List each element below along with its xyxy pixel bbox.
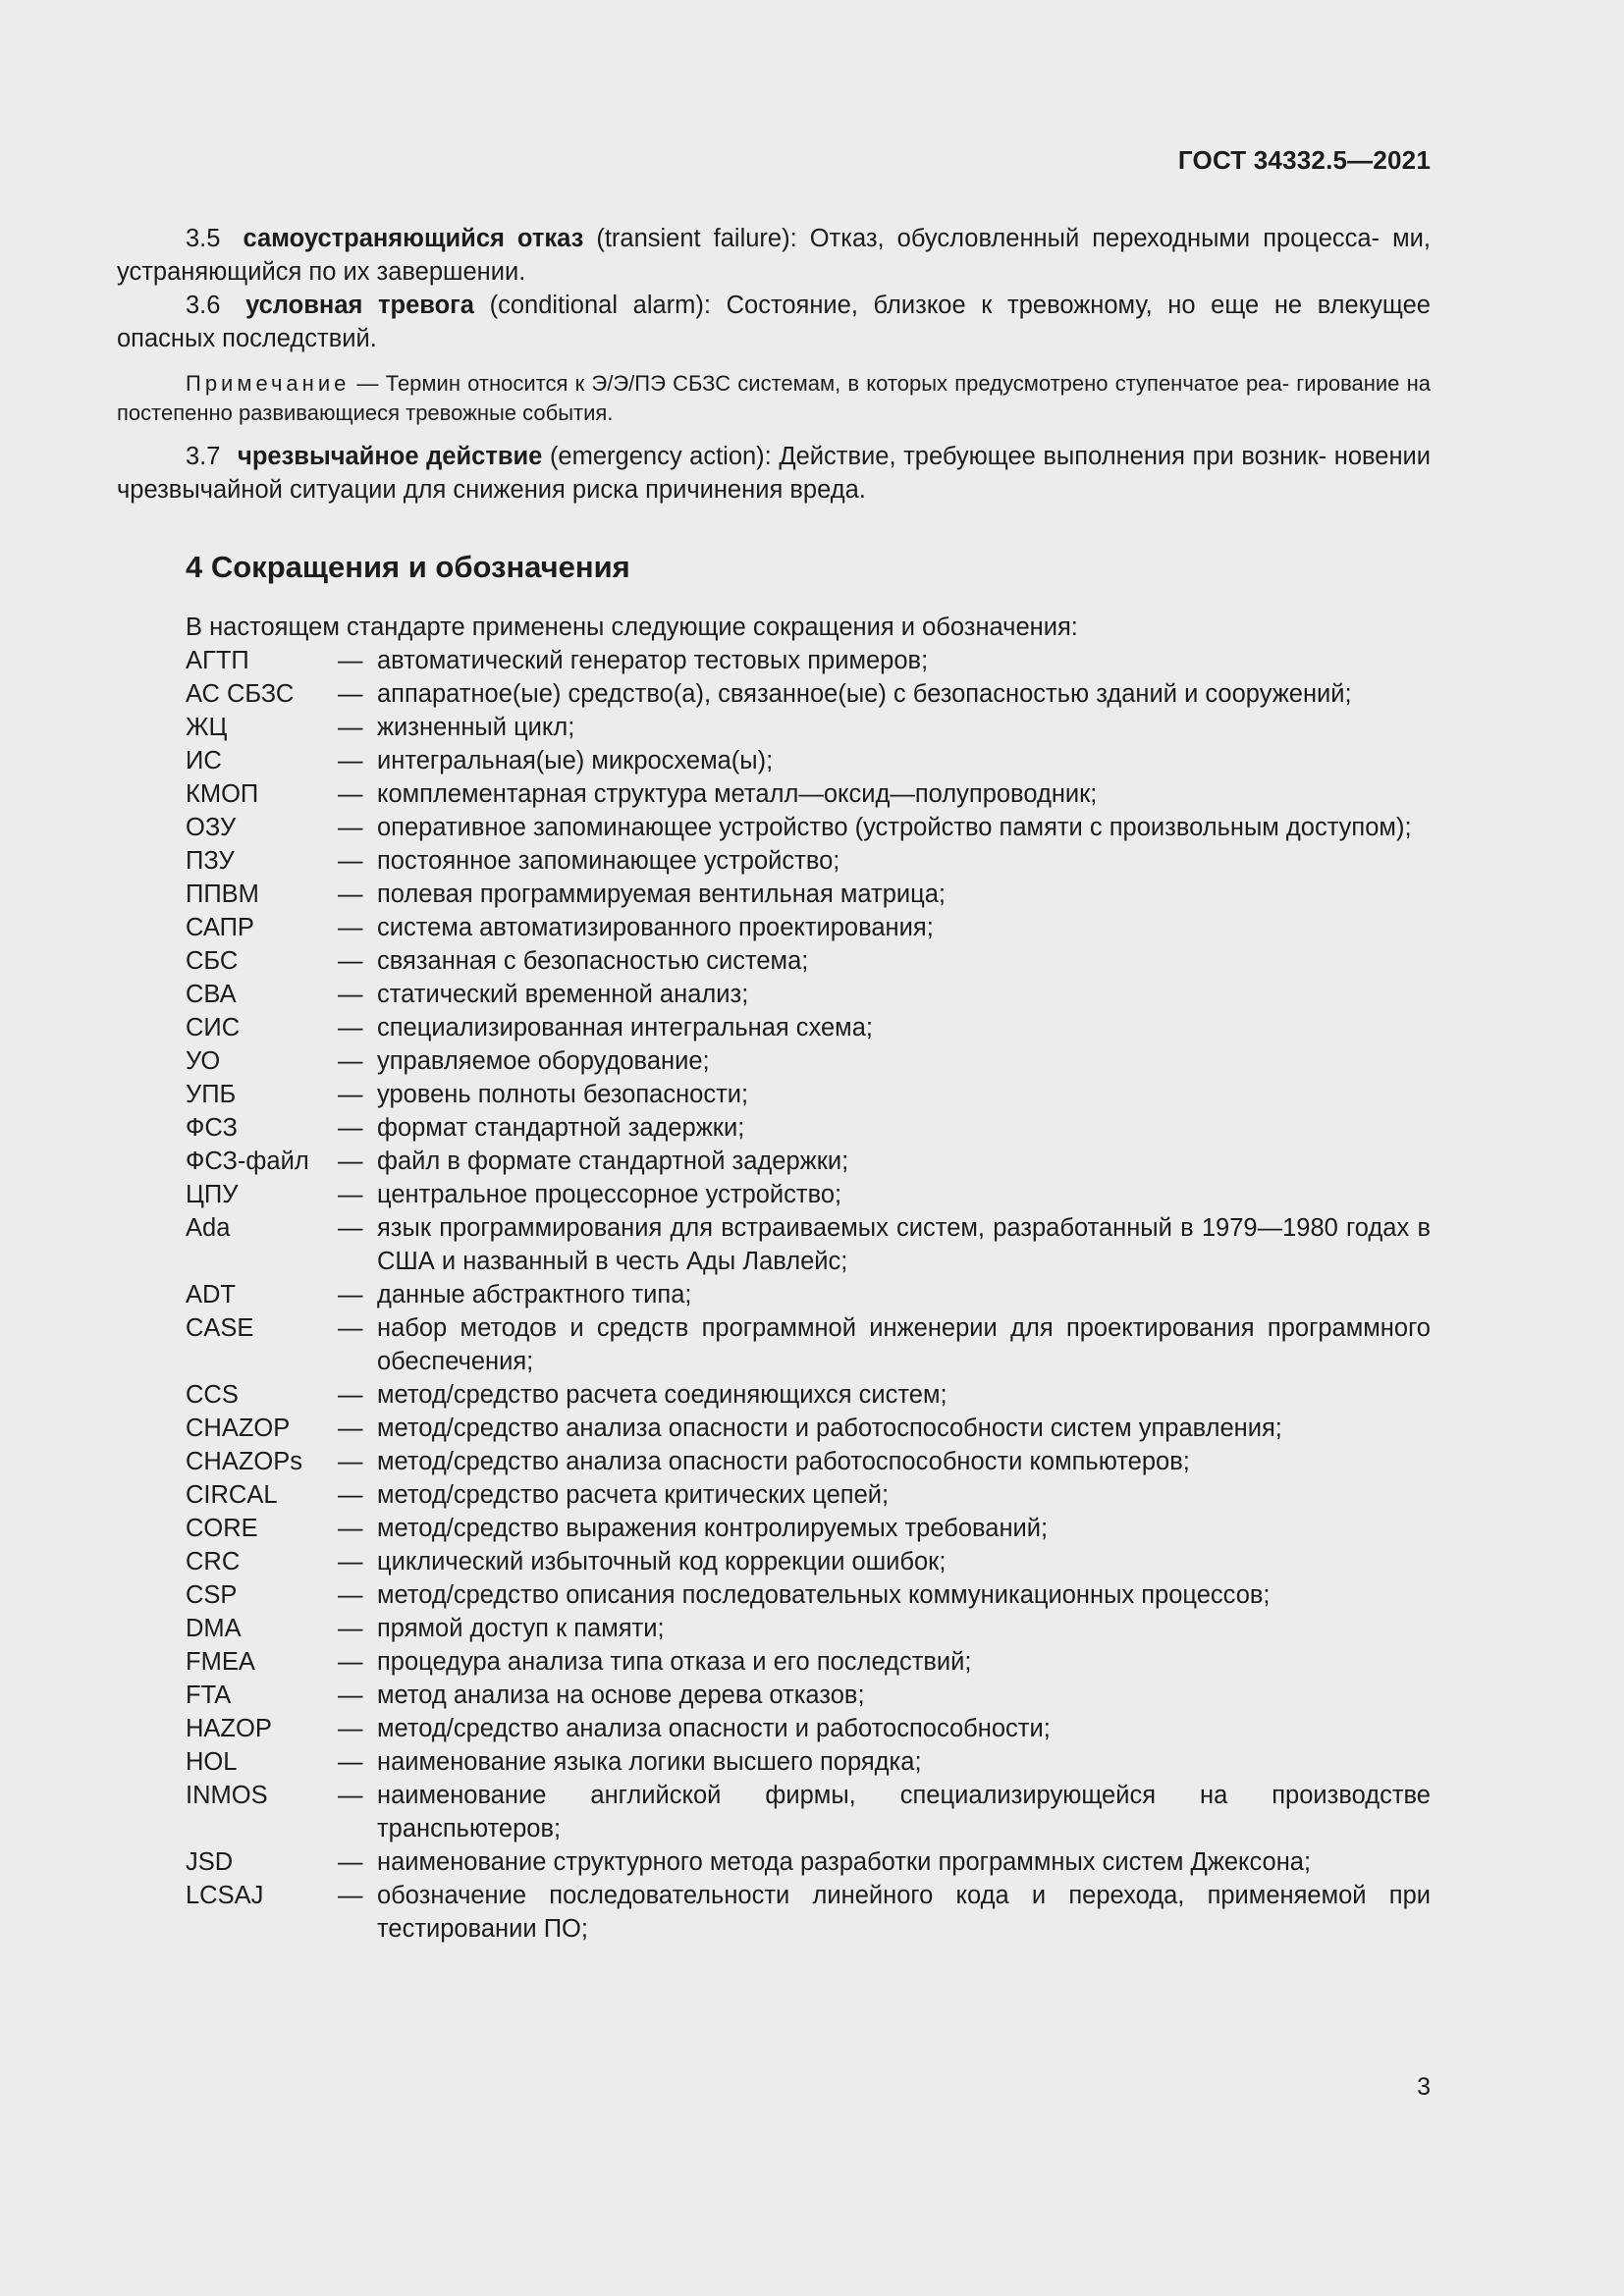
abbreviation-code: FMEA: [186, 1648, 255, 1676]
abbreviation-code: CHAZOP: [186, 1415, 291, 1442]
abbreviation-row: [186, 1745, 1431, 1779]
abbreviation-dash: —: [338, 780, 363, 808]
term-number: 3.5: [186, 225, 221, 252]
note-text: — Термин относится к Э/Э/ПЭ СБЗС системам, в которых предусмотрено ступенчатое реа-: [356, 371, 1290, 396]
abbreviation-definition: автоматический генератор тестовых примеров;: [377, 647, 929, 674]
abbreviation-row: [186, 1412, 1431, 1445]
abbreviation-row: [186, 1512, 1431, 1545]
abbreviation-dash: —: [338, 881, 363, 908]
abbreviation-definition: набор методов и средств программной инженерии для проектирования программного обеспечения;: [377, 1314, 1431, 1375]
abbreviation-dash: —: [338, 1415, 363, 1442]
abbreviation-code: HOL: [186, 1748, 238, 1776]
abbreviation-code: HAZOP: [186, 1715, 272, 1742]
abbreviation-definition: язык программирования для встраиваемых систем, разработанный в 1979—1980 годах в США и названный в честь Ады Лавлейс;: [377, 1214, 1431, 1275]
abbreviation-row: [186, 844, 1431, 878]
abbreviation-code: CHAZOPs: [186, 1448, 303, 1475]
abbreviation-row: [186, 677, 1431, 711]
abbreviation-definition: метод анализа на основе дерева отказов;: [377, 1682, 865, 1709]
abbreviation-code: СВА: [186, 981, 237, 1008]
abbreviation-code: CORE: [186, 1515, 258, 1542]
abbreviation-definition: связанная с безопасностью система;: [377, 947, 809, 975]
abbreviation-definition: постоянное запоминающее устройство;: [377, 847, 840, 875]
abbreviation-code: ЦПУ: [186, 1181, 239, 1208]
abbreviation-dash: —: [338, 1181, 363, 1208]
abbreviation-row: [186, 1578, 1431, 1612]
abbreviation-code: ПЗУ: [186, 847, 235, 875]
abbreviation-dash: —: [338, 1515, 363, 1542]
abbreviation-definition: прямой доступ к памяти;: [377, 1615, 665, 1642]
abbreviation-code: ADT: [186, 1281, 236, 1308]
abbreviation-definition: обозначение последовательности линейного кода и перехода, применяемой при тестировании ПО;: [377, 1882, 1431, 1943]
term-name: условная тревога: [245, 292, 474, 319]
abbreviation-dash: —: [338, 1682, 363, 1709]
abbreviation-row: [186, 1278, 1431, 1311]
abbreviation-row: [186, 1679, 1431, 1712]
term-definition: Отказ, обусловленный переходными процесса-: [809, 225, 1380, 252]
abbreviation-list: [186, 644, 1431, 1946]
abbreviation-dash: —: [338, 847, 363, 875]
abbreviation-code: КМОП: [186, 780, 259, 808]
abbreviation-definition: метод/средство анализа опасности и работоспособности систем управления;: [377, 1415, 1282, 1442]
abbreviation-definition: формат стандартной задержки;: [377, 1114, 745, 1142]
abbreviation-row: [186, 1445, 1431, 1478]
abbreviation-dash: —: [338, 680, 363, 708]
abbreviation-dash: —: [338, 1448, 363, 1475]
abbreviation-row: [186, 1712, 1431, 1745]
abbreviation-definition: интегральная(ые) микросхема(ы);: [377, 747, 774, 774]
abbreviation-dash: —: [338, 1014, 363, 1041]
abbreviation-code: CCS: [186, 1381, 239, 1409]
abbreviation-definition: наименование английской фирмы, специализирующейся на производстве транспьютеров;: [377, 1782, 1431, 1842]
abbreviation-definition: метод/средство расчета соединяющихся систем;: [377, 1381, 947, 1409]
term-3-6: [117, 289, 1431, 355]
abbreviation-dash: —: [338, 981, 363, 1008]
abbreviation-definition: данные абстрактного типа;: [377, 1281, 692, 1308]
abbreviation-definition: жизненный цикл;: [377, 714, 575, 741]
abbreviation-row: [186, 1612, 1431, 1645]
standard-code: ГОСТ 34332.5—2021: [1177, 145, 1431, 175]
abbreviation-code: CRC: [186, 1548, 241, 1575]
abbreviation-code: АГТП: [186, 647, 249, 674]
abbreviation-code: САПР: [186, 914, 254, 941]
abbreviation-dash: —: [338, 947, 363, 975]
abbreviation-dash: —: [338, 1848, 363, 1876]
abbreviation-dash: —: [338, 1047, 363, 1075]
abbreviation-definition: полевая программируемая вентильная матрица;: [377, 881, 947, 908]
abbreviation-definition: метод/средство анализа опасности работоспособности компьютеров;: [377, 1448, 1190, 1475]
abbreviation-code: ОЗУ: [186, 814, 237, 841]
abbreviation-dash: —: [338, 1214, 363, 1242]
abbreviation-dash: —: [338, 1882, 363, 1909]
abbreviation-row: [186, 1779, 1431, 1845]
abbreviation-definition: наименование структурного метода разработки программных систем Джексона;: [377, 1848, 1312, 1876]
abbreviation-dash: —: [338, 1648, 363, 1676]
abbreviation-row: [186, 1078, 1431, 1111]
abbreviation-code: LCSAJ: [186, 1882, 264, 1909]
term-definition-cont: опасных последствий.: [117, 325, 377, 352]
abbreviation-dash: —: [338, 1314, 363, 1342]
abbreviation-code: ИС: [186, 747, 222, 774]
abbreviation-row: [186, 711, 1431, 744]
abbreviation-dash: —: [338, 1148, 363, 1175]
abbreviation-definition: оперативное запоминающее устройство (устройство памяти с произвольным доступом);: [377, 814, 1412, 841]
abbreviation-code: FTA: [186, 1682, 232, 1709]
abbreviation-row: [186, 1845, 1431, 1879]
abbreviation-row: [186, 777, 1431, 811]
term-english: (conditional alarm):: [489, 292, 711, 319]
abbreviation-dash: —: [338, 1481, 363, 1509]
abbreviation-row: [186, 1879, 1431, 1946]
abbreviation-code: СИС: [186, 1014, 241, 1041]
abbreviation-definition: специализированная интегральная схема;: [377, 1014, 873, 1041]
abbreviation-dash: —: [338, 1581, 363, 1609]
abbreviation-row: [186, 1311, 1431, 1378]
abbreviation-code: CASE: [186, 1314, 254, 1342]
abbreviation-dash: —: [338, 814, 363, 841]
abbreviation-definition: метод/средство выражения контролируемых требований;: [377, 1515, 1049, 1542]
term-definition-cont: ми, устраняющийся по их завершении.: [117, 225, 1431, 286]
note: [117, 369, 1431, 428]
abbreviation-code: СБС: [186, 947, 239, 975]
abbreviation-row: [186, 1211, 1431, 1278]
abbreviation-definition: комплементарная структура металл—оксид—полупроводник;: [377, 780, 1098, 808]
abbreviation-dash: —: [338, 1715, 363, 1742]
abbreviation-dash: —: [338, 747, 363, 774]
abbreviation-definition: наименование языка логики высшего порядка;: [377, 1748, 922, 1776]
abbreviation-definition: файл в формате стандартной задержки;: [377, 1148, 849, 1175]
term-definition-cont: новении чрезвычайной ситуации для снижения риска причинения вреда.: [117, 443, 1432, 504]
note-label: Примечание: [186, 371, 351, 396]
abbreviation-definition: метод/средство анализа опасности и работоспособности;: [377, 1715, 1051, 1742]
abbreviation-code: ЖЦ: [186, 714, 228, 741]
abbreviation-code: ППВМ: [186, 881, 259, 908]
page-number: 3: [1417, 2073, 1431, 2101]
abbreviation-code: УО: [186, 1047, 221, 1075]
abbreviation-code: ФСЗ-файл: [186, 1148, 309, 1175]
term-english: (transient failure):: [596, 225, 797, 252]
abbreviation-definition: процедура анализа типа отказа и его последствий;: [377, 1648, 972, 1676]
abbreviation-row: [186, 911, 1431, 944]
term-number: 3.7: [186, 443, 221, 470]
abbreviation-code: АС СБЗС: [186, 680, 295, 708]
abbreviation-dash: —: [338, 1281, 363, 1308]
abbreviation-definition: система автоматизированного проектирования;: [377, 914, 934, 941]
abbreviation-row: [186, 944, 1431, 978]
page-content: [117, 222, 1431, 1946]
abbreviation-code: УПБ: [186, 1081, 237, 1108]
abbreviation-row: [186, 1044, 1431, 1078]
abbreviation-row: [186, 1378, 1431, 1412]
abbreviation-dash: —: [338, 1381, 363, 1409]
abbreviation-code: ФСЗ: [186, 1114, 238, 1142]
abbreviation-code: CSP: [186, 1581, 238, 1609]
term-3-5: [117, 222, 1431, 289]
term-name: чрезвычайное действие: [238, 443, 543, 470]
abbreviation-row: [186, 878, 1431, 911]
abbreviation-row: [186, 1111, 1431, 1145]
abbreviation-row: [186, 1178, 1431, 1211]
abbreviation-code: Ada: [186, 1214, 231, 1242]
term-name: самоустраняющийся отказ: [243, 225, 584, 252]
section-intro: В настоящем стандарте применены следующие сокращения и обозначения:: [186, 614, 1078, 641]
abbreviation-dash: —: [338, 647, 363, 674]
abbreviation-dash: —: [338, 1615, 363, 1642]
abbreviation-definition: уровень полноты безопасности;: [377, 1081, 749, 1108]
abbreviation-definition: циклический избыточный код коррекции ошибок;: [377, 1548, 947, 1575]
abbreviation-row: [186, 811, 1431, 844]
abbreviation-definition: метод/средство расчета критических цепей;: [377, 1481, 890, 1509]
term-definition: Действие, требующее выполнения при возник-: [779, 443, 1327, 470]
abbreviation-dash: —: [338, 914, 363, 941]
abbreviation-definition: центральное процессорное устройство;: [377, 1181, 842, 1208]
abbreviation-definition: статический временной анализ;: [377, 981, 749, 1008]
abbreviation-code: DMA: [186, 1615, 242, 1642]
section-title: 4 Сокращения и обозначения: [186, 550, 630, 584]
abbreviation-code: CIRCAL: [186, 1481, 278, 1509]
abbreviation-definition: метод/средство описания последовательных коммуникационных процессов;: [377, 1581, 1271, 1609]
abbreviation-dash: —: [338, 1548, 363, 1575]
abbreviation-dash: —: [338, 1748, 363, 1776]
abbreviation-row: [186, 1011, 1431, 1044]
abbreviation-dash: —: [338, 1782, 363, 1809]
term-number: 3.6: [186, 292, 221, 319]
abbreviation-row: [186, 1145, 1431, 1178]
abbreviation-row: [186, 1478, 1431, 1512]
abbreviation-definition: управляемое оборудование;: [377, 1047, 710, 1075]
abbreviation-definition: аппаратное(ые) средство(а), связанное(ые) с безопасностью зданий и сооружений;: [377, 680, 1352, 708]
abbreviation-row: [186, 1645, 1431, 1679]
abbreviation-dash: —: [338, 714, 363, 741]
abbreviation-code: INMOS: [186, 1782, 268, 1809]
term-english: (emergency action):: [549, 443, 772, 470]
abbreviation-row: [186, 1545, 1431, 1578]
term-definition: Состояние, близкое к тревожному, но еще не влекущее: [726, 292, 1431, 319]
abbreviation-dash: —: [338, 1081, 363, 1108]
abbreviation-row: [186, 744, 1431, 777]
term-3-7: [117, 440, 1431, 507]
abbreviation-dash: —: [338, 1114, 363, 1142]
abbreviation-row: [186, 978, 1431, 1011]
note-text-cont: гирование на постепенно развивающиеся тревожные события.: [117, 371, 1431, 425]
abbreviation-row: [186, 644, 1431, 677]
abbreviation-code: JSD: [186, 1848, 234, 1876]
